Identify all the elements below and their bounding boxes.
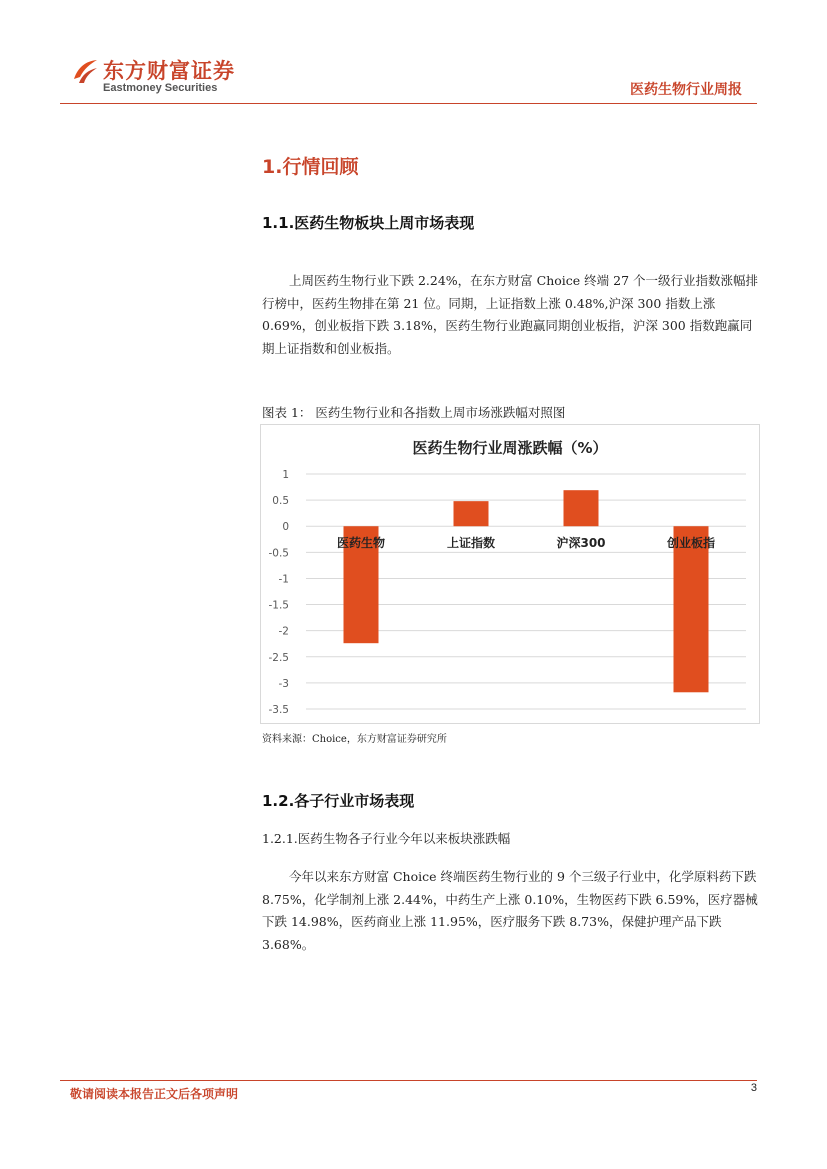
eastmoney-logo-icon (70, 57, 100, 87)
figure-caption: 图表 1： 医药生物行业和各指数上周市场涨跌幅对照图 (262, 405, 566, 420)
subsection-heading-1-2-1: 1.2.1.医药生物各子行业今年以来板块涨跌幅 (262, 831, 511, 846)
y-tick-label: -1 (278, 573, 289, 586)
disclaimer-notice: 敬请阅读本报告正文后各项声明 (70, 1087, 239, 1101)
y-tick-label: -2.5 (268, 651, 289, 664)
paragraph-text: 今年以来东方财富 Choice 终端医药生物行业的 9 个三级子行业中，化学原料药下跌 8.75%，化学制剂上涨 2.44%，中药生产上涨 0.10%，生物医药下跌 6.59%，医疗器械下跌 14.98%，医药商业上涨 11.95%，医疗服务下跌 8.73%，保健护理产品下跌 3.68%。 (262, 869, 758, 952)
bar-chart (261, 425, 759, 723)
subsection-heading-1-2: 1.2.各子行业市场表现 (262, 792, 415, 810)
y-tick-label: -2 (278, 625, 289, 638)
paragraph-market-performance (262, 270, 760, 360)
y-tick-label: -1.5 (268, 599, 289, 612)
bar (674, 526, 709, 692)
figure-source: 资料来源：Choice，东方财富证券研究所 (262, 734, 447, 745)
paragraph-subindustry-performance (262, 866, 760, 956)
x-category-label: 医药生物 (336, 536, 386, 551)
company-logo (70, 55, 260, 100)
y-tick-label: -0.5 (268, 547, 289, 560)
logo-chinese-name: 东方财富证券 (103, 59, 235, 83)
footer-divider (60, 1080, 757, 1081)
page-number: 3 (750, 1082, 757, 1094)
bar (454, 501, 489, 526)
chart-container (260, 424, 760, 724)
logo-english-name: Eastmoney Securities (103, 82, 218, 94)
chart-title: 医药生物行业周涨跌幅（%） (412, 439, 608, 457)
y-tick-label: 1 (282, 469, 289, 481)
y-tick-label: -3.5 (268, 704, 289, 716)
header-divider (60, 103, 757, 104)
paragraph-text: 上周医药生物行业下跌 2.24%，在东方财富 Choice 终端 27 个一级行业指数涨幅排行榜中，医药生物排在第 21 位。同期，上证指数上涨 0.48%,沪深 300 指数上涨 0.69%，创业板指下跌 3.18%，医药生物行业跑赢同期创业板指，沪深 300 指数跑赢同期上证指数和创业板指。 (262, 273, 759, 356)
x-category-label: 上证指数 (446, 536, 496, 551)
y-tick-label: 0 (282, 521, 289, 534)
subsection-heading-1-1: 1.1.医药生物板块上周市场表现 (262, 214, 475, 232)
section-heading: 1.行情回顾 (262, 156, 359, 178)
report-type-title: 医药生物行业周报 (630, 82, 742, 98)
x-category-label: 创业板指 (666, 536, 716, 551)
y-tick-label: 0.5 (272, 495, 289, 508)
x-category-label: 沪深300 (556, 536, 606, 551)
bar (564, 490, 599, 526)
y-tick-label: -3 (278, 677, 289, 690)
